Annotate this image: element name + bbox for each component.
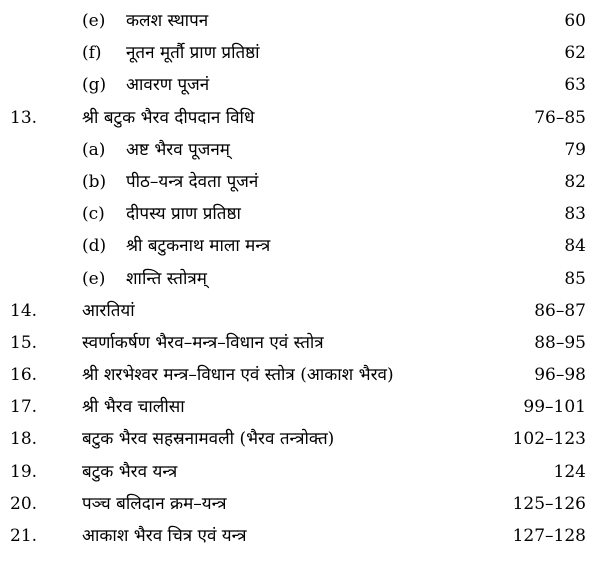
toc-entry-number: 16. (10, 365, 38, 386)
toc-entry-letter: (c) (82, 204, 105, 225)
toc-entry-page: 84 (564, 236, 586, 257)
toc-entry-title: अष्ट भैरव पूजनम् (126, 139, 230, 160)
toc-entry-number: 17. (10, 397, 38, 418)
toc-entry-title: नूतन मूर्तौ प्राण प्रतिष्ठां (126, 43, 260, 64)
toc-entry-number: 19. (10, 461, 38, 482)
toc-entry (0, 69, 600, 101)
toc-entry-title: श्री बटुकनाथ माला मन्त्र (126, 236, 271, 257)
toc-entry-letter: (d) (82, 236, 107, 257)
toc-entry (0, 327, 600, 359)
toc-entry-title: आवरण पूजनं (126, 75, 210, 96)
toc-entry-title: आकाश भैरव चित्र एवं यन्त्र (82, 526, 247, 546)
toc-entry (0, 359, 600, 391)
toc-entry-title: पञ्च बलिदान क्रम–यन्त्र (82, 493, 227, 514)
toc-entry-page: 96–98 (534, 365, 586, 386)
toc-entry-page: 127–128 (512, 526, 586, 546)
toc-entry-letter: (e) (82, 268, 106, 289)
toc-entry-page: 79 (564, 139, 586, 160)
toc-entry (0, 295, 600, 327)
toc-entry (0, 134, 600, 166)
toc-entry-page: 76–85 (534, 107, 586, 128)
toc-entry (0, 198, 600, 230)
toc-entry-title: कलश स्थापन (126, 11, 209, 31)
toc-entry-number: 18. (10, 429, 38, 450)
toc-entry-number: 20. (10, 493, 38, 514)
toc-entry-letter: (g) (82, 75, 107, 96)
toc-entry-page: 83 (564, 204, 586, 225)
toc-entry-letter: (f) (82, 43, 102, 64)
toc-entry-page: 125–126 (512, 493, 586, 514)
toc-entry-title: शान्ति स्तोत्रम् (126, 268, 207, 289)
toc-entry-letter: (a) (82, 139, 106, 160)
toc-entry (0, 37, 600, 69)
toc-entry (0, 5, 600, 37)
toc-entry (0, 520, 600, 552)
toc-entry (0, 456, 600, 488)
table-of-contents (0, 5, 600, 552)
toc-entry-page: 88–95 (534, 332, 586, 353)
toc-entry-number: 15. (10, 332, 38, 353)
toc-entry (0, 230, 600, 262)
toc-entry-page: 124 (553, 461, 586, 482)
toc-entry-number: 21. (10, 526, 38, 546)
toc-entry-title: श्री बटुक भैरव दीपदान विधि (82, 107, 255, 128)
toc-entry (0, 166, 600, 198)
toc-entry-page: 63 (564, 75, 586, 96)
toc-entry-title: श्री भैरव चालीसा (82, 397, 185, 418)
toc-entry-page: 62 (564, 43, 586, 64)
toc-entry (0, 423, 600, 455)
toc-entry-page: 60 (564, 11, 586, 31)
toc-entry-title: पीठ–यन्त्र देवता पूजनं (126, 171, 259, 192)
toc-entry-title: आरतियां (82, 300, 135, 321)
toc-entry-number: 13. (10, 107, 38, 128)
toc-entry-title: बटुक भैरव यन्त्र (82, 461, 178, 482)
toc-entry-page: 102–123 (512, 429, 586, 450)
toc-entry (0, 391, 600, 423)
toc-entry-page: 99–101 (523, 397, 586, 418)
toc-entry (0, 263, 600, 295)
toc-entry-page: 86–87 (534, 300, 586, 321)
toc-entry-page: 82 (564, 171, 586, 192)
toc-entry (0, 102, 600, 134)
toc-entry-title: दीपस्य प्राण प्रतिष्ठा (126, 204, 241, 225)
toc-entry-letter: (b) (82, 171, 107, 192)
toc-entry-title: श्री शरभेश्वर मन्त्र–विधान एवं स्तोत्र (आकाश भैरव) (82, 365, 394, 386)
toc-entry-title: स्वर्णाकर्षण भैरव–मन्त्र–विधान एवं स्तोत्र (82, 332, 324, 353)
toc-entry-letter: (e) (82, 11, 106, 31)
toc-entry-title: बटुक भैरव सहस्रनामवली (भैरव तन्त्रोक्त) (82, 429, 335, 450)
toc-entry-page: 85 (564, 268, 586, 289)
toc-entry-number: 14. (10, 300, 38, 321)
toc-entry (0, 488, 600, 520)
